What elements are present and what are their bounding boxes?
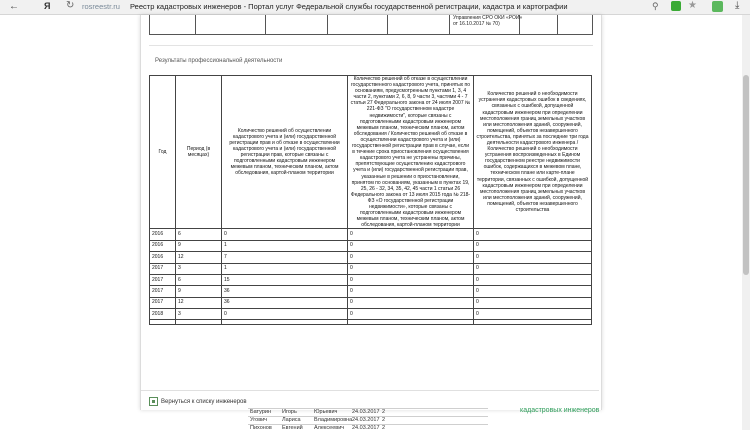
table-row <box>150 309 592 320</box>
cell-period: 12 <box>176 252 222 263</box>
list-patronymic: Владимировна <box>314 417 353 423</box>
cell-year: 2018 <box>150 309 176 320</box>
prev-table-cell <box>388 15 450 34</box>
cell-registration-count: 7 <box>222 252 348 263</box>
list-date: 24.03.2017 <box>352 409 380 415</box>
cell-error-count: 0 <box>474 240 592 251</box>
cell-refusal-count: 0 <box>348 229 474 240</box>
address-domain[interactable]: rosreestr.ru <box>82 2 120 11</box>
cell-registration-count: 15 <box>222 274 348 285</box>
cell-error-count: 0 <box>474 286 592 297</box>
yandex-logo-icon[interactable]: Я <box>44 1 51 11</box>
back-list-icon <box>149 397 158 406</box>
cell-year: 2016 <box>150 252 176 263</box>
cell-refusal-count: 0 <box>348 252 474 263</box>
cell-registration-count: 36 <box>222 286 348 297</box>
prev-table-cell <box>520 15 558 34</box>
page-title[interactable]: Реестр кадастровых инженеров - Портал услуг Федеральной службы государственной регистрации, кадастра и картографии <box>130 2 568 11</box>
download-icon[interactable]: ⤓ <box>735 0 740 11</box>
page-background-right <box>600 15 742 430</box>
cell-empty <box>348 320 474 325</box>
list-name: Евгений <box>282 425 303 431</box>
table-row <box>150 297 592 308</box>
cell-refusal-count: 0 <box>348 263 474 274</box>
table-row <box>150 229 592 240</box>
activity-results-table <box>149 75 592 325</box>
membership-note: Управления СРО ОКИ «РОИ» от 16.10.2017 № 70) <box>453 15 523 27</box>
list-suffix: 2 <box>382 409 386 415</box>
cell-empty <box>222 320 348 325</box>
cell-refusal-count: 0 <box>348 274 474 285</box>
prev-table-cell <box>328 15 388 34</box>
search-icon[interactable]: ⚲ <box>652 1 659 11</box>
previous-info-table <box>149 15 593 35</box>
list-patronymic: Алексеевич <box>314 425 345 431</box>
table-row <box>150 252 592 263</box>
list-name: Игорь <box>282 409 297 415</box>
cell-period: 9 <box>176 286 222 297</box>
cell-year: 2016 <box>150 240 176 251</box>
cell-period: 3 <box>176 263 222 274</box>
back-arrow-icon[interactable]: ← <box>9 1 19 12</box>
cell-registration-count: 0 <box>222 229 348 240</box>
cell-refusal-count: 0 <box>348 286 474 297</box>
list-item[interactable] <box>248 424 488 432</box>
scrollbar-thumb[interactable] <box>743 75 749 275</box>
header-error-correction-decisions: Количество решений о необходимости устранения кадастровых ошибок в сведениях, связанных с ошибкой, допущенной кадастровым инженером при определении местоположения границ земельных участков или местоположения зданий, сооружений, помещений, объектов незавершенного строительства, принятых за последние три года деятельности кадастрового инженера / Количество решений о необходимости устранения воспроизведенных в Едином государственном реестре недвижимости ошибок, содержащихся в межевом плане, техническом плане или карте-плане территории, связанных с ошибкой, допущенной кадастровым инженером при определении местоположения границ земельных участков или местоположения зданий, сооружений, помещений, объектов незавершенного строительства <box>474 76 592 229</box>
cell-period: 3 <box>176 309 222 320</box>
table-row <box>150 263 592 274</box>
modal-footer-divider <box>141 390 599 391</box>
cell-year: 2017 <box>150 297 176 308</box>
section-divider <box>149 45 593 46</box>
list-surname: Угович <box>250 417 268 423</box>
cell-empty <box>150 320 176 325</box>
header-year: Год <box>150 76 176 229</box>
cell-error-count: 0 <box>474 263 592 274</box>
browser-toolbar <box>0 0 750 15</box>
list-date: 24.03.2017 <box>352 425 380 431</box>
list-patronymic: Юрьевич <box>314 409 338 415</box>
table-row <box>150 274 592 285</box>
header-period: Период (в месяцах) <box>176 76 222 229</box>
cell-empty <box>176 320 222 325</box>
cell-error-count: 0 <box>474 252 592 263</box>
page-background-left <box>0 15 140 430</box>
list-surname: Батурин <box>250 409 271 415</box>
cell-registration-count: 36 <box>222 297 348 308</box>
list-suffix: 2 <box>382 425 386 431</box>
prev-table-cell <box>196 15 266 34</box>
prev-table-cell <box>150 15 196 34</box>
bookmark-star-icon[interactable]: ★ <box>688 0 697 11</box>
back-to-list-link[interactable] <box>149 397 247 406</box>
prev-table-cell <box>266 15 328 34</box>
cell-refusal-count: 0 <box>348 297 474 308</box>
cell-empty <box>474 320 592 325</box>
list-suffix: 2 <box>382 417 386 423</box>
cell-error-count: 0 <box>474 229 592 240</box>
section-title: Результаты профессиональной деятельности <box>155 58 283 64</box>
cell-year: 2017 <box>150 286 176 297</box>
engineer-details-modal <box>140 15 602 410</box>
cell-period: 6 <box>176 274 222 285</box>
security-lock-icon[interactable] <box>671 1 681 11</box>
cell-registration-count: 0 <box>222 309 348 320</box>
table-row <box>150 286 592 297</box>
back-to-list-label[interactable]: Вернуться к списку инженеров <box>161 398 247 405</box>
header-registration-decisions: Количество решений об осуществлении кадастрового учета и (или) государственной регистрации прав и об отказе в осуществлении кадастрового учета и (или) государственной регистрации прав, которые связаны с подготовленными кадастровым инженером межевым планом, техническим планом, актом обследования, картой-планом территории <box>222 76 348 229</box>
cell-year: 2016 <box>150 229 176 240</box>
side-engineers-link[interactable]: кадастровых инженеров <box>520 407 600 414</box>
table-row-empty <box>150 320 592 325</box>
list-item[interactable] <box>248 408 488 416</box>
table-header-row <box>150 76 592 229</box>
list-surname: Пихонов <box>250 425 272 431</box>
cell-period: 12 <box>176 297 222 308</box>
list-date: 24.03.2017 <box>352 417 380 423</box>
cell-error-count: 0 <box>474 297 592 308</box>
cell-period: 9 <box>176 240 222 251</box>
cell-registration-count: 1 <box>222 263 348 274</box>
list-item[interactable] <box>248 416 488 424</box>
list-name: Лариса <box>282 417 301 423</box>
cell-year: 2017 <box>150 274 176 285</box>
table-row <box>150 240 592 251</box>
header-refusal-decisions: Количество решений об отказе в осуществлении государственного кадастрового учета, принятых по основаниям, предусмотренным пунктами 1, 3, 4 части 2, пунктами 2, 6, 8, 9 части 3, частями 4 - 7 статьи 27 Федерального закона от 24 июля 2007 № 221-ФЗ "О государственном кадастре недвижимости", которые связаны с подготовленными кадастровым инженером межевым планом, техническим планом, актом обследования / Количество решений об отказе в осуществлении кадастрового учета и (или) государственной регистрации прав в случае, если в течение срока приостановления осуществления кадастрового учета не устранены причины, препятствующие осуществлению кадастрового учета и (или) государственной регистрации прав, указанные в решении о приостановлении, принятом по основаниям, указанным в пунктах 19, 25, 26 - 32, 34, 35, 42, 45 части 1 статьи 26 Федерального закона от 13 июля 2015 года № 218-ФЗ «О государственной регистрации недвижимости», которые связаны с подготовленными кадастровым инженером межевым планом, техническим планом, актом обследования, картой-планом территории <box>348 76 474 229</box>
cell-error-count: 0 <box>474 274 592 285</box>
cell-registration-count: 1 <box>222 240 348 251</box>
reload-icon[interactable]: ↻ <box>66 0 75 11</box>
cell-refusal-count: 0 <box>348 240 474 251</box>
cell-year: 2017 <box>150 263 176 274</box>
page-scrollbar[interactable] <box>742 15 750 430</box>
cell-period: 6 <box>176 229 222 240</box>
cell-error-count: 0 <box>474 309 592 320</box>
extension-icon[interactable] <box>712 1 723 12</box>
cell-refusal-count: 0 <box>348 309 474 320</box>
